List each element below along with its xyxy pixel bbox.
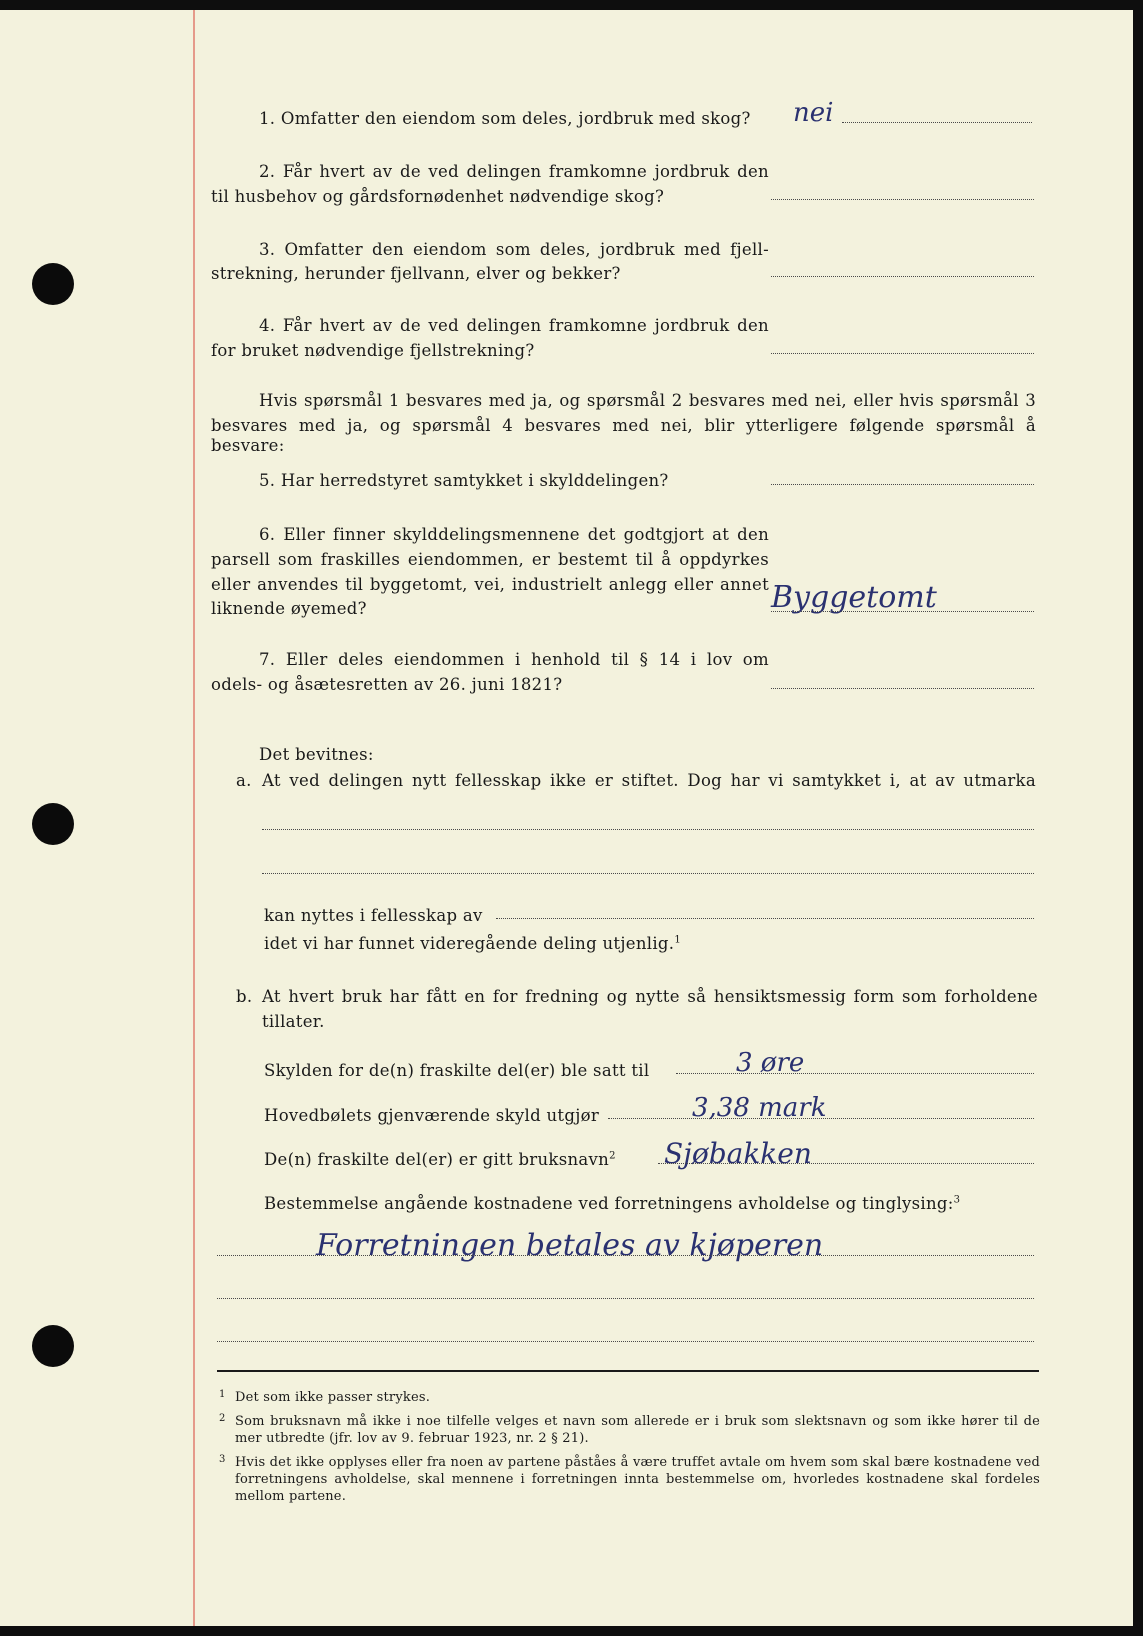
hovedbol-value-handwritten: 3,38 mark (692, 1093, 827, 1123)
kostnad-line-3 (217, 1341, 1034, 1342)
question-1: 1. Omfatter den eiendom som deles, jordbruk med skog? (259, 109, 751, 128)
attest-b-label: b. (236, 987, 253, 1006)
margin-line (193, 10, 195, 1626)
question-3-line-1: 3. Omfatter den eiendom som deles, jordbruk med fjell- (259, 240, 769, 259)
question-2-line-1: 2. Får hvert av de ved delingen framkomne jordbruk den (259, 162, 769, 181)
conditional-line-2: besvares med ja, og spørsmål 4 besvares med nei, blir ytterligere følgende spørsmål å besvare: (211, 416, 1036, 455)
kostnad-label: Bestemmelse angående kostnadene ved forretningens avholdelse og tinglysing:$^3$ (264, 1194, 961, 1213)
footnote-2: 2 Som bruksnavn må ikke i noe tilfelle velges et navn som allerede er i bruk som slektsnavn og som ikke hører til de mer utbredte (jfr. lov av 9. februar 1923, nr. 2 § 21). (219, 1413, 1040, 1446)
punch-hole (32, 263, 74, 305)
conditional-line-1: Hvis spørsmål 1 besvares med ja, og spørsmål 2 besvares med nei, eller hvis spørsmål 3 (259, 391, 1036, 410)
attest-a-text: At ved delingen nytt fellesskap ikke er stiftet. Dog har vi samtykket i, at av utmarka (262, 771, 1036, 790)
answer-line-3 (771, 276, 1034, 277)
question-4-line-2: for bruket nødvendige fjellstrekning? (211, 341, 535, 360)
answer-1-handwritten: nei (793, 98, 834, 128)
answer-line-5 (771, 484, 1034, 485)
footnote-1: 1 Det som ikke passer strykes. (219, 1389, 431, 1405)
bruksnavn-value-handwritten: Sjøbakken (664, 1137, 812, 1170)
question-2-line-2: til husbehov og gårdsfornødenhet nødvendige skog? (211, 187, 665, 206)
hovedbol-label: Hovedbølets gjenværende skyld utgjør (264, 1106, 600, 1125)
answer-line-7 (771, 688, 1034, 689)
fellesskap-label: kan nyttes i fellesskap av (264, 906, 483, 925)
attest-b-line-2: tillater. (262, 1012, 325, 1031)
answer-line-4 (771, 353, 1034, 354)
fraskilte-line (676, 1073, 1034, 1074)
kostnad-line-2 (217, 1298, 1034, 1299)
answer-line-6 (771, 611, 1034, 612)
answer-6-handwritten: Byggetomt (771, 580, 937, 615)
attest-b-line-1: At hvert bruk har fått en for fredning og nytte så hensiktsmessig form som forholdene (262, 987, 1038, 1006)
bruksnavn-label: De(n) fraskilte del(er) er gitt bruksnavn$^2$ (264, 1150, 616, 1169)
question-6-line-1: 6. Eller finner skylddelingsmennene det godtgjort at den (259, 525, 769, 544)
question-5: 5. Har herredstyret samtykket i skylddelingen? (259, 471, 669, 490)
hovedbol-line (608, 1118, 1034, 1119)
attest-heading: Det bevitnes: (259, 745, 374, 764)
punch-hole (32, 803, 74, 845)
utmark-line-2 (262, 873, 1034, 874)
fraskilte-value-handwritten: 3 øre (736, 1048, 805, 1078)
utmark-line-1 (262, 829, 1034, 830)
question-6-line-4: liknende øyemed? (211, 599, 367, 618)
question-6-line-3: eller anvendes til byggetomt, vei, industrielt anlegg eller annet (211, 575, 769, 594)
question-7-line-1: 7. Eller deles eiendommen i henhold til § 14 i lov om (259, 650, 769, 669)
question-7-line-2: odels- og åsætesretten av 26. juni 1821? (211, 675, 563, 694)
question-3-line-2: strekning, herunder fjellvann, elver og bekker? (211, 264, 621, 283)
fellesskap-line (496, 918, 1034, 919)
punch-hole (32, 1325, 74, 1367)
footnote-3: 3 Hvis det ikke opplyses eller fra noen av partene påståes å være truffet avtale om hvem som skal bære kostnadene ved forretningens avholdelse, skal mennene i forretningen innta bestemmelse om, hvorledes kostnadene skal fordeles mellom partene. (219, 1454, 1040, 1504)
bruksnavn-line (658, 1163, 1034, 1164)
kostnad-line-1 (217, 1255, 1034, 1256)
attest-a-label: a. (236, 771, 252, 790)
answer-line-2 (771, 199, 1034, 200)
kostnad-value-handwritten: Forretningen betales av kjøperen (316, 1228, 824, 1263)
funnet-text: idet vi har funnet videregående deling utjenlig.$^1$ (264, 934, 681, 953)
question-4-line-1: 4. Får hvert av de ved delingen framkomne jordbruk den (259, 316, 769, 335)
footnote-rule (217, 1370, 1039, 1372)
fraskilte-label: Skylden for de(n) fraskilte del(er) ble satt til (264, 1061, 650, 1080)
question-6-line-2: parsell som fraskilles eiendommen, er bestemt til å oppdyrkes (211, 550, 769, 569)
answer-line-1 (842, 122, 1032, 123)
